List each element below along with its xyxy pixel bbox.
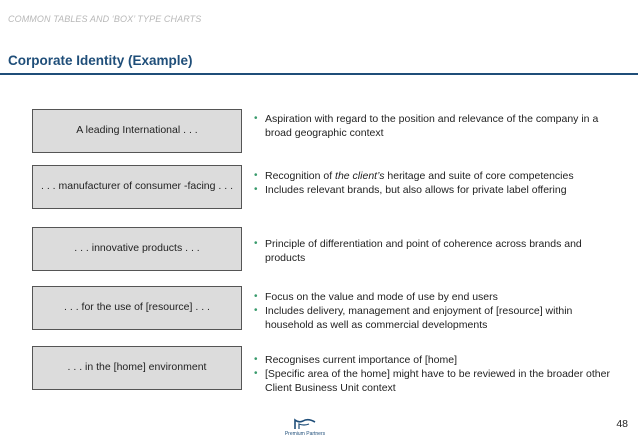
identity-box: A leading International . . . bbox=[32, 109, 242, 153]
identity-box: . . . for the use of [resource] . . . bbox=[32, 286, 242, 330]
bullet-list bbox=[254, 112, 614, 140]
bullet-icon: • bbox=[254, 238, 258, 249]
bullet-icon: • bbox=[254, 184, 258, 195]
bullet-list bbox=[254, 290, 614, 332]
bullet-icon: • bbox=[254, 305, 258, 316]
bullet-icon: • bbox=[254, 368, 258, 379]
identity-box: . . . manufacturer of consumer -facing . . . bbox=[32, 165, 242, 209]
bullet-item: • Principle of differentiation and point of coherence across brands and products bbox=[254, 238, 582, 264]
bullet-list bbox=[254, 353, 614, 395]
logo-text: Premium Partners bbox=[284, 431, 326, 437]
bullet-item: • Includes delivery, management and enjoyment of [resource] within household as well as commercial developments bbox=[254, 305, 573, 331]
bullet-item: • Recognises current importance of [home] bbox=[254, 354, 458, 366]
bullet-icon: • bbox=[254, 113, 258, 124]
identity-box: . . . in the [home] environment bbox=[32, 346, 242, 390]
bullet-item: • Recognition of the client’s heritage and suite of core competencies bbox=[254, 170, 574, 182]
bullet-item: • [Specific area of the home] might have to be reviewed in the broader other Client Business Unit context bbox=[254, 368, 610, 394]
bullet-icon: • bbox=[254, 170, 258, 181]
page-title: Corporate Identity (Example) bbox=[8, 53, 193, 68]
bullet-icon: • bbox=[254, 291, 258, 302]
page-number: 48 bbox=[616, 418, 628, 430]
bullet-item: • Focus on the value and mode of use by end users bbox=[254, 291, 498, 303]
section-kicker: COMMON TABLES AND ‘BOX’ TYPE CHARTS bbox=[8, 14, 202, 24]
bullet-item: • Aspiration with regard to the position and relevance of the company in a broad geographic context bbox=[254, 113, 599, 139]
bullet-list bbox=[254, 169, 614, 197]
company-logo bbox=[282, 418, 328, 442]
bullet-item: • Includes relevant brands, but also allows for private label offering bbox=[254, 184, 567, 196]
identity-box: . . . innovative products . . . bbox=[32, 227, 242, 271]
logo-mark-icon bbox=[293, 418, 317, 430]
title-divider bbox=[0, 73, 638, 75]
bullet-list bbox=[254, 237, 614, 265]
bullet-icon: • bbox=[254, 354, 258, 365]
